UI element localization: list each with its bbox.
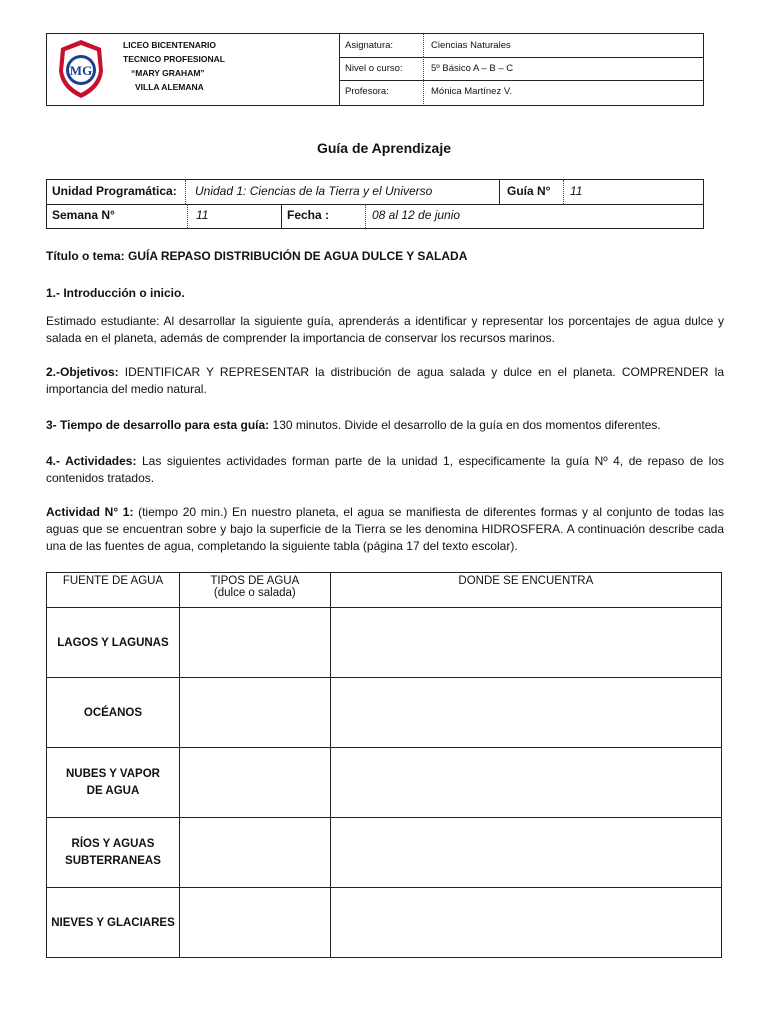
fecha-value: 08 al 12 de junio bbox=[372, 208, 461, 222]
guia-value: 11 bbox=[570, 184, 583, 198]
header-row-nivel: Nivel o curso: 5º Básico A – B – C bbox=[339, 57, 703, 81]
intro-heading: 1.- Introducción o inicio. bbox=[46, 286, 185, 300]
row-source: OCÉANOS bbox=[47, 678, 180, 748]
table-row bbox=[47, 678, 722, 748]
unidad-label: Unidad Programática: bbox=[52, 184, 177, 198]
school-logo bbox=[57, 39, 105, 99]
donde-cell[interactable] bbox=[330, 888, 721, 958]
unidad-value: Unidad 1: Ciencias de la Tierra y el Universo bbox=[195, 184, 433, 198]
tema-line: Título o tema: GUÍA REPASO DISTRIBUCIÓN DE AGUA DULCE Y SALADA bbox=[46, 249, 468, 263]
col-header-fuente: FUENTE DE AGUA bbox=[47, 573, 180, 608]
table-row bbox=[47, 818, 722, 888]
row-source: LAGOS Y LAGUNAS bbox=[47, 608, 180, 678]
table-row bbox=[47, 748, 722, 818]
col-header-donde: DONDE SE ENCUENTRA bbox=[330, 573, 721, 608]
donde-cell[interactable] bbox=[330, 608, 721, 678]
donde-cell[interactable] bbox=[330, 748, 721, 818]
document-title: Guía de Aprendizaje bbox=[316, 140, 452, 156]
tipo-cell[interactable] bbox=[179, 888, 330, 958]
objetivos: 2.-Objetivos: IDENTIFICAR Y REPRESENTAR la distribución de agua salada y dulce en el planeta. COMPRENDER la importancia del medio natural. bbox=[46, 365, 724, 396]
header-row-profesora: Profesora: Mónica Martínez V. bbox=[339, 80, 703, 104]
semana-value: 11 bbox=[196, 208, 209, 222]
unit-info-table bbox=[46, 179, 704, 229]
header-row-asignatura: Asignatura: Ciencias Naturales bbox=[339, 34, 703, 58]
col-header-tipos: TIPOS DE AGUA (dulce o salada) bbox=[179, 573, 330, 608]
school-name: LICEO BICENTENARIO TECNICO PROFESIONAL “MARY GRAHAM” VILLA ALEMANA bbox=[123, 40, 226, 92]
fecha-label: Fecha : bbox=[287, 208, 330, 222]
table-row bbox=[47, 888, 722, 958]
actividad-1: Actividad N° 1: (tiempo 20 min.) En nuestro planeta, el agua se manifiesta de diferentes formas y al conjunto de todas las aguas que se encuentran sobre y bajo la superficie de la Tierra se les denomina HIDROSFERA. A continuación describe cada una de las fuentes de agua, completando la siguiente tabla (página 17 del texto escolar). bbox=[46, 505, 724, 553]
row-source: NIEVES Y GLACIARES bbox=[47, 888, 180, 958]
intro-text: Estimado estudiante: Al desarrollar la siguiente guía, aprenderás a identificar y representar los porcentajes de agua dulce y salada en el planeta, además de comprender la importancia de conservar los recursos marinos. bbox=[46, 314, 724, 345]
table-row bbox=[47, 608, 722, 678]
tiempo: 3- Tiempo de desarrollo para esta guía: 130 minutos. Divide el desarrollo de la guía en dos momentos diferentes. bbox=[46, 418, 661, 432]
tipo-cell[interactable] bbox=[179, 818, 330, 888]
donde-cell[interactable] bbox=[330, 678, 721, 748]
tipo-cell[interactable] bbox=[179, 608, 330, 678]
row-source: RÍOS Y AGUAS SUBTERRANEAS bbox=[47, 818, 180, 888]
school-header bbox=[46, 33, 704, 106]
tipo-cell[interactable] bbox=[179, 678, 330, 748]
semana-label: Semana N° bbox=[52, 208, 115, 222]
svg-text:MG: MG bbox=[69, 63, 93, 78]
row-source: NUBES Y VAPOR DE AGUA bbox=[47, 748, 180, 818]
donde-cell[interactable] bbox=[330, 818, 721, 888]
tipo-cell[interactable] bbox=[179, 748, 330, 818]
actividades: 4.- Actividades: Las siguientes actividades forman parte de la unidad 1, especificamente la guía Nº 4, de repaso de los contenidos tratados. bbox=[46, 454, 725, 485]
guia-label: Guía N° bbox=[507, 184, 551, 198]
water-sources-table bbox=[46, 572, 722, 958]
